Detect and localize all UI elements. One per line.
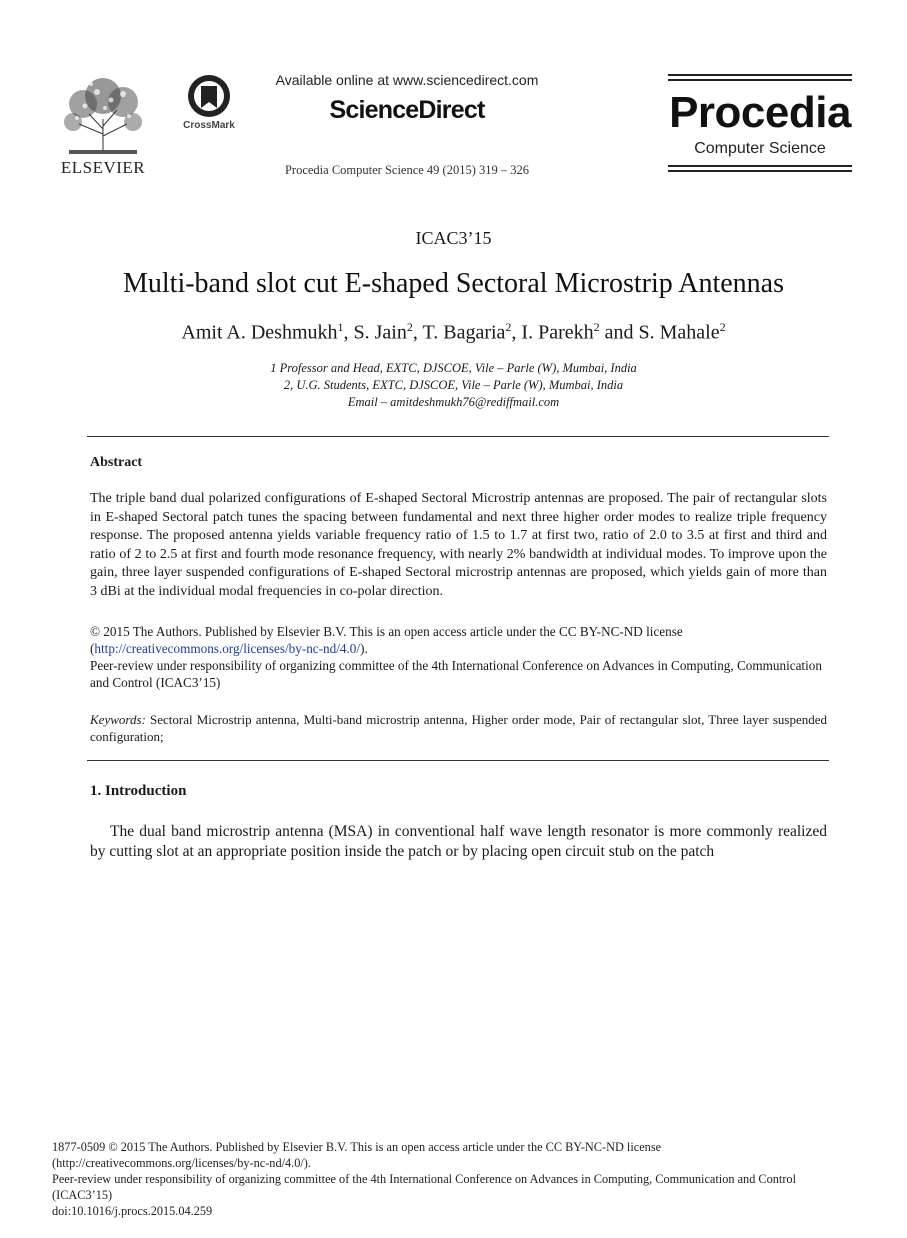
footer-block xyxy=(52,1139,822,1219)
journal-reference: Procedia Computer Science 49 (2015) 319 – 326 xyxy=(284,163,530,177)
footer-doi[interactable]: doi:10.1016/j.procs.2015.04.259 xyxy=(52,1204,213,1218)
sciencedirect-logo: ScienceDirect xyxy=(329,96,485,124)
procedia-bottom-rule xyxy=(668,165,852,167)
conference-name: ICAC3’15 xyxy=(415,228,492,248)
abstract-top-rule xyxy=(87,436,829,437)
footer-license-link[interactable]: (http://creativecommons.org/licenses/by-nc-nd/4.0/). xyxy=(52,1156,311,1170)
footer-issn-line: 1877-0509 © 2015 The Authors. Published by Elsevier B.V. This is an open access article under the CC BY-NC-ND license xyxy=(52,1140,662,1154)
author-name: Amit A. Deshmukh xyxy=(181,321,338,344)
paper-title: Multi-band slot cut E-shaped Sectoral Microstrip Antennas xyxy=(123,268,784,299)
procedia-subtitle: Computer Science xyxy=(694,140,826,157)
procedia-bottom-rule-2 xyxy=(668,170,852,172)
author-affiliation-mark: 1 xyxy=(337,320,344,334)
procedia-top-rule-2 xyxy=(668,79,852,81)
available-online-text: Available online at www.sciencedirect.com xyxy=(275,72,539,88)
peer-review-note: Peer-review under responsibility of organizing committee of the 4th International Conference on Advances in Computing, Communication and Control (ICAC3’15) xyxy=(90,658,822,690)
affiliation-1: 1 Professor and Head, EXTC, DJSCOE, Vile – Parle (W), Mumbai, India xyxy=(270,361,637,375)
license-link[interactable]: http://creativecommons.org/licenses/by-nc-nd/4.0/ xyxy=(94,641,361,656)
author-name: T. Bagaria xyxy=(422,321,506,344)
introduction-text: The dual band microstrip antenna (MSA) in conventional half wave length resonator is more commonly realized by cutting slot at an appropriate position inside the patch or by placing open circuit stub on the patch xyxy=(90,823,827,860)
author-separator: , xyxy=(511,321,522,344)
elsevier-logo xyxy=(55,74,151,178)
keywords-label: Keywords: xyxy=(90,712,146,727)
copyright-link-line: (http://creativecommons.org/licenses/by-nc-nd/4.0/). xyxy=(90,641,368,656)
affiliation-2: 2, U.G. Students, EXTC, DJSCOE, Vile – Parle (W), Mumbai, India xyxy=(283,378,624,392)
author-affiliation-mark: 2 xyxy=(406,320,413,334)
author-affiliation-mark: 2 xyxy=(719,320,726,334)
author-name: S. Mahale xyxy=(638,321,720,344)
author-list xyxy=(0,320,907,345)
author-separator: and xyxy=(599,321,639,344)
copyright-block xyxy=(90,623,827,691)
elsevier-wordmark: ELSEVIER xyxy=(60,158,146,177)
procedia-logo xyxy=(668,74,852,174)
abstract-bottom-rule xyxy=(87,760,829,761)
author-affiliation-mark: 2 xyxy=(593,320,600,334)
author-separator: , xyxy=(412,321,423,344)
keywords-text: Sectoral Microstrip antenna, Multi-band microstrip antenna, Higher order mode, Pair of rectangular slot, Three layer suspended configuration; xyxy=(90,712,827,744)
author-name: S. Jain xyxy=(353,321,407,344)
crossmark-label: CrossMark xyxy=(183,120,235,131)
procedia-top-rule xyxy=(668,74,852,76)
keywords-block xyxy=(90,711,827,745)
elsevier-tree-icon xyxy=(59,74,147,156)
author-email: Email – amitdeshmukh76@rediffmail.com xyxy=(347,395,560,409)
copyright-line: © 2015 The Authors. Published by Elsevier B.V. This is an open access article under the CC BY-NC-ND license xyxy=(90,624,683,639)
procedia-wordmark: Procedia xyxy=(669,88,851,137)
author-separator: , xyxy=(343,321,354,344)
section-heading-introduction: 1. Introduction xyxy=(90,783,187,799)
author-affiliation-mark: 2 xyxy=(505,320,512,334)
abstract-text: The triple band dual polarized configurations of E-shaped Sectoral Microstrip antennas are proposed. The pair of rectangular slots in E-shaped Sectoral patch tunes the spacing between fundamental and next three higher order modes to realize triple frequency response. The proposed antenna yields variable frequency ratio of 1.5 to 1.7 at first two, ratio of 2.0 to 3.5 at first and third and ratio of 2 to 2.5 at first and fourth mode resonance frequency, with nearly 2% bandwidth at individual modes. To improve upon the gain, three layer suspended configurations of E-shaped Sectoral microstrip antennas are proposed, which yields gain of more than 3 dBi at the individual modal frequencies in co-polar direction. xyxy=(90,491,827,599)
author-name: I. Parekh xyxy=(521,321,594,344)
footer-peer-review: Peer-review under responsibility of organizing committee of the 4th International Conference on Advances in Computing, Communication and Control (ICAC3’15) xyxy=(52,1172,796,1202)
abstract-heading: Abstract xyxy=(90,455,143,470)
